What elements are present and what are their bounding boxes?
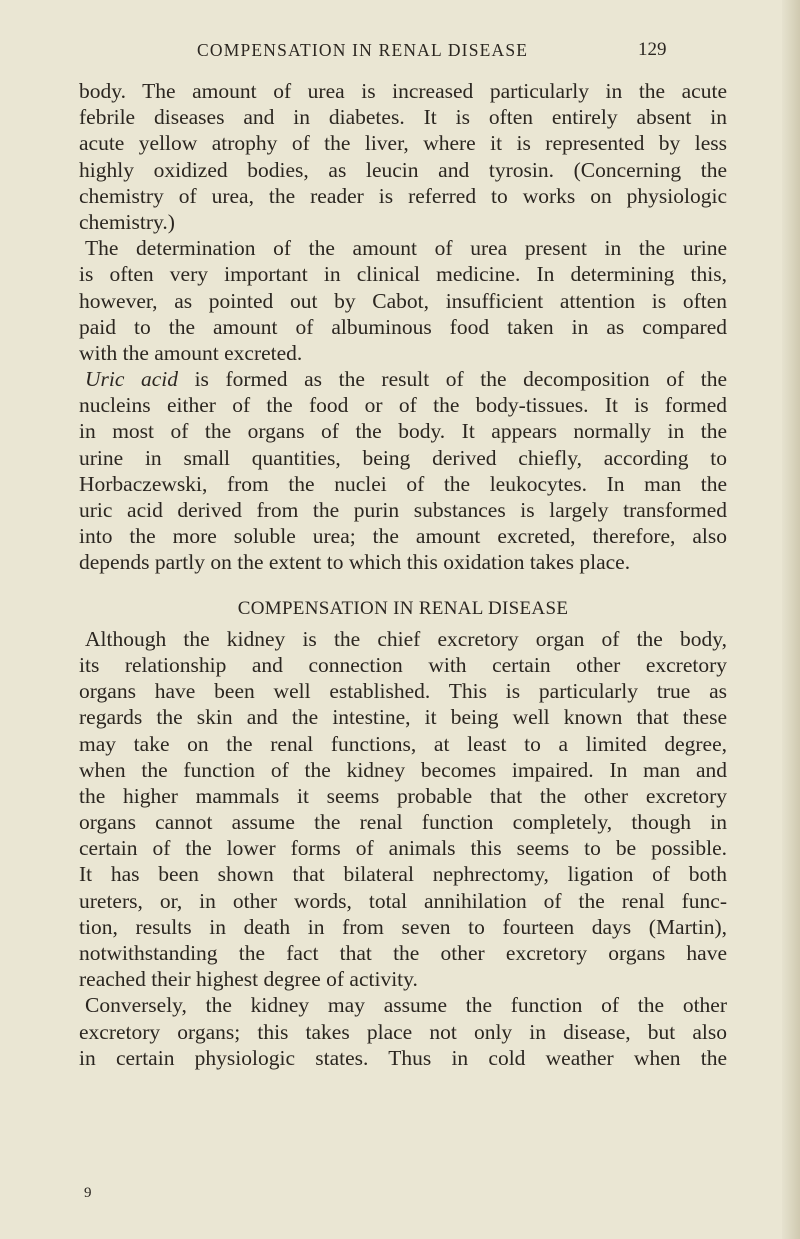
text-line: urine in small quantities, being derived chiefly, according to xyxy=(79,445,727,470)
paragraph-urea-determination xyxy=(79,235,727,366)
text-line: reached their highest degree of activity. xyxy=(79,967,418,992)
text-line: excretory organs; this takes place not only in disease, but also xyxy=(79,1019,727,1044)
text-line: when the function of the kidney becomes impaired. In man and xyxy=(79,757,727,782)
text-line: Horbaczewski, from the nuclei of the leukocytes. In man the xyxy=(79,471,727,496)
paragraph-uric-acid xyxy=(79,366,727,576)
text-line: organs cannot assume the renal function completely, though in xyxy=(79,810,727,835)
body-text xyxy=(79,78,727,1071)
text-line: depends partly on the extent to which this oxidation takes place. xyxy=(79,550,631,575)
text-line: chemistry of urea, the reader is referred to works on physiologic xyxy=(79,183,727,208)
text-line: in certain physiologic states. Thus in cold weather when the xyxy=(79,1045,727,1070)
paragraph-kidney-assumes-function xyxy=(79,992,727,1071)
paragraph-kidney-relationship xyxy=(79,626,727,993)
running-head-title: COMPENSATION IN RENAL DISEASE xyxy=(197,40,529,60)
text-line: body. The amount of urea is increased particularly in the acute xyxy=(79,79,727,103)
text-line: acute yellow atrophy of the liver, where it is represented by less xyxy=(79,131,727,156)
page-number: 129 xyxy=(638,39,667,60)
text-line: paid to the amount of albuminous food taken in as compared xyxy=(79,314,727,339)
text-line: uric acid derived from the purin substances is largely transformed xyxy=(79,498,727,522)
text-line-rest: is formed as the result of the decomposition of the xyxy=(178,367,727,392)
text-line: certain of the lower forms of animals this seems to be possible. xyxy=(79,836,727,861)
text-line: ureters, or, in other words, total annihilation of the renal func- xyxy=(79,888,727,913)
text-line: regards the skin and the intestine, it being well known that these xyxy=(79,705,727,730)
text-line: Conversely, the kidney may assume the function of the other xyxy=(85,993,727,1018)
text-line: the higher mammals it seems probable that the other excretory xyxy=(79,783,727,808)
text-line xyxy=(79,366,727,392)
text-line: highly oxidized bodies, as leucin and tyrosin. (Concerning the xyxy=(79,157,727,182)
italic-term-uric-acid: Uric acid xyxy=(85,367,178,392)
text-line: febrile diseases and in diabetes. It is often entirely absent in xyxy=(79,105,727,130)
text-line: chemistry.) xyxy=(79,209,175,234)
text-line: is often very important in clinical medicine. In determining this, xyxy=(79,262,727,287)
section-heading: COMPENSATION IN RENAL DISEASE xyxy=(237,597,569,619)
text-line: with the amount excreted. xyxy=(79,340,303,365)
text-line: It has been shown that bilateral nephrectomy, ligation of both xyxy=(79,862,727,887)
text-line: its relationship and connection with certain other excretory xyxy=(79,652,727,677)
text-line: organs have been well established. This is particularly true as xyxy=(79,679,727,704)
text-line: however, as pointed out by Cabot, insufficient attention is often xyxy=(79,288,727,313)
text-line: in most of the organs of the body. It appears normally in the xyxy=(79,419,727,444)
text-line: Although the kidney is the chief excretory organ of the body, xyxy=(85,626,727,651)
text-line: The determination of the amount of urea present in the urine xyxy=(85,236,727,261)
text-line: nucleins either of the food or of the body-tissues. It is formed xyxy=(79,393,727,418)
text-line: notwithstanding the fact that the other excretory organs have xyxy=(79,941,727,965)
signature-mark: 9 xyxy=(84,1185,92,1201)
text-line: tion, results in death in from seven to fourteen days (Martin), xyxy=(79,914,727,939)
paragraph-urea-amount xyxy=(79,78,727,235)
text-line: into the more soluble urea; the amount excreted, therefore, also xyxy=(79,524,727,549)
running-head xyxy=(0,38,800,62)
text-line: may take on the renal functions, at least to a limited degree, xyxy=(79,731,727,756)
